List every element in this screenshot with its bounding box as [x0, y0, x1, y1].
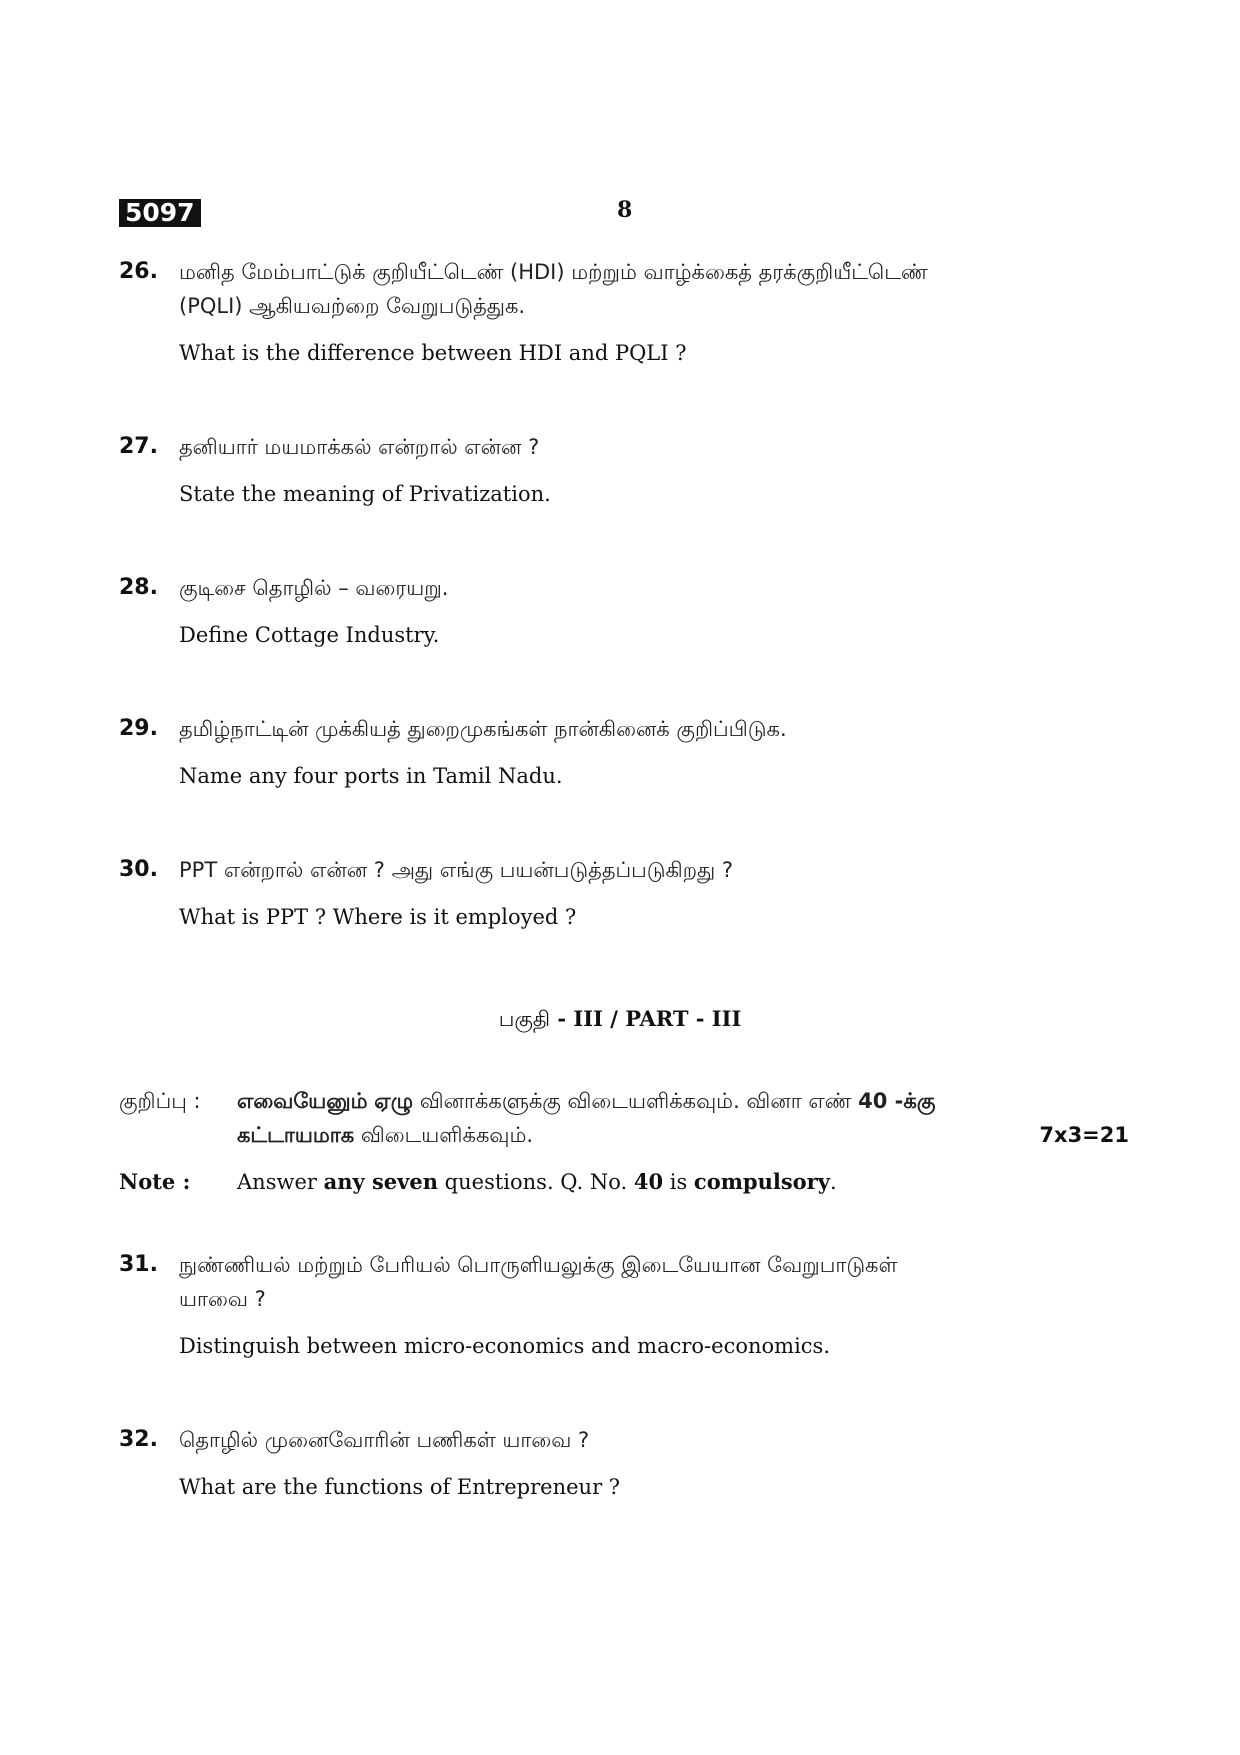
tamil-note-body: [237, 1084, 1129, 1152]
question-26: [119, 255, 1119, 370]
question-english-text: Define Cottage Industry.: [179, 623, 440, 647]
question-number: 26.: [119, 259, 158, 284]
tamil-note-text1: வினாக்களுக்கு விடையளிக்கவும். வினா எண்: [413, 1089, 859, 1113]
question-29: [119, 712, 1119, 793]
english-note-text1: Answer: [237, 1170, 324, 1194]
english-note-body: [237, 1165, 1129, 1199]
question-english-text: What is PPT ? Where is it employed ?: [179, 905, 577, 929]
question-tamil-text: தனியார் மயமாக்கல் என்றால் என்ன ?: [179, 435, 540, 459]
question-tamil-text: தமிழ்நாட்டின் முக்கியத் துறைமுகங்கள் நான்கினைக் குறிப்பிடுக.: [179, 717, 787, 741]
part-heading-tamil: பகுதி: [498, 1007, 551, 1031]
question-number: 29.: [119, 716, 158, 741]
question-tamil-text: தொழில் முனைவோரின் பணிகள் யாவை ?: [179, 1428, 590, 1452]
tamil-note-compulsory: கட்டாயமாக: [237, 1123, 355, 1147]
english-note-any-seven: any seven: [323, 1169, 438, 1194]
question-english-text: What are the functions of Entrepreneur ?: [179, 1475, 621, 1499]
tamil-note-any: எவையேனும்: [237, 1089, 368, 1113]
english-note-label: Note :: [119, 1169, 191, 1194]
question-tamil-text-line2: யாவை ?: [179, 1287, 266, 1311]
question-paper-code: 5097: [119, 199, 201, 227]
question-32: [119, 1423, 1119, 1504]
question-tamil-text: மனித மேம்பாட்டுக் குறியீட்டெண் (HDI) மற்றும் வாழ்க்கைத் தரக்குறியீட்டெண்: [179, 260, 928, 284]
english-note-text4: .: [829, 1170, 837, 1194]
part-heading: [0, 1006, 1240, 1034]
part-heading-english: - III / PART - III: [550, 1006, 742, 1031]
tamil-note-seven: ஏழு: [374, 1089, 414, 1113]
question-english-text: Name any four ports in Tamil Nadu.: [179, 764, 563, 788]
question-english-text: Distinguish between micro-economics and macro-economics.: [179, 1334, 830, 1358]
english-note-text3: is: [663, 1170, 694, 1194]
tamil-note-number: 40: [858, 1089, 888, 1113]
question-27: [119, 430, 1119, 511]
question-english-text: What is the difference between HDI and PQLI ?: [179, 341, 687, 365]
english-note-compulsory: compulsory: [693, 1169, 830, 1194]
question-number: 32.: [119, 1427, 158, 1452]
english-note: [119, 1165, 1129, 1199]
tamil-note: [119, 1084, 1129, 1152]
question-number: 27.: [119, 434, 158, 459]
page-number: 8: [617, 197, 633, 223]
question-28: [119, 571, 1119, 652]
question-number: 30.: [119, 857, 158, 882]
marks-allocation: 7x3=21: [1039, 1123, 1129, 1147]
english-note-number: 40: [633, 1169, 664, 1194]
question-number: 28.: [119, 575, 158, 600]
english-note-text2: questions. Q. No.: [438, 1170, 634, 1194]
question-tamil-text-line2: (PQLI) ஆகியவற்றை வேறுபடுத்துக.: [179, 294, 526, 318]
question-tamil-text: நுண்ணியல் மற்றும் பேரியல் பொருளியலுக்கு இடையேயான வேறுபாடுகள்: [179, 1253, 898, 1277]
question-english-text: State the meaning of Privatization.: [179, 482, 551, 506]
question-number: 31.: [119, 1252, 158, 1277]
tamil-note-label: குறிப்பு :: [119, 1089, 201, 1113]
question-tamil-text: PPT என்றால் என்ன ? அது எங்கு பயன்படுத்தப்படுகிறது ?: [179, 858, 734, 882]
tamil-note-text2: -க்கு: [887, 1089, 936, 1113]
question-31: [119, 1248, 1119, 1363]
question-tamil-text: குடிசை தொழில் – வரையறு.: [179, 576, 449, 600]
question-30: [119, 853, 1119, 934]
tamil-note-text3: விடையளிக்கவும்.: [354, 1123, 534, 1147]
